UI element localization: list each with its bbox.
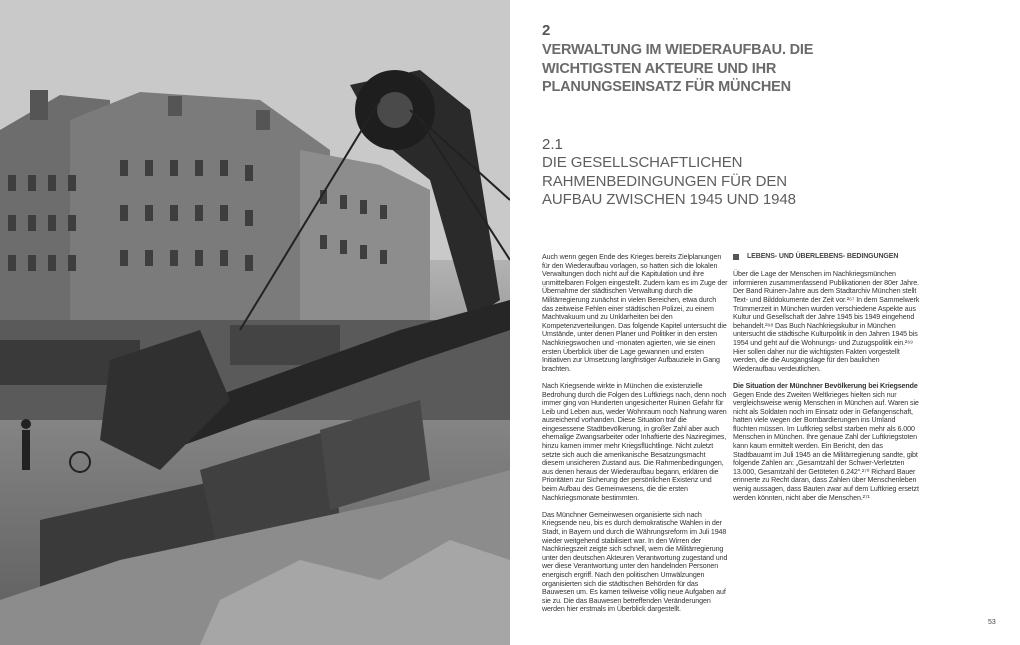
page-number: 53 [988, 619, 996, 626]
chapter-title: VERWALTUNG IM WIEDERAUFBAU. DIE WICHTIGSTEN AKTEURE UND IHR PLANUNGSEINSATZ FÜR MÜNCHEN [542, 42, 814, 95]
paragraph: Auch wenn gegen Ende des Krieges bereits Zielplanungen für den Wiederaufbau vorlagen, so hatten sich die lokalen Verwaltungen doch nicht auf die Kapitulation und ihre unmittelbaren Folgen eingestellt. Zudem kam es im Zuge der Übernahme der städtischen Verwaltung durch die Militärregierung zunächst in vielen Bereichen, etwa durch das zeitweise Fehlen einer städtischen Polizei, zu einem Machtvakuum und zu Unklarheiten bei den Kompetenzverteilungen. Das folgende Kapitel untersucht die Umstände, unter denen Planer und Politiker in den ersten Nachkriegswochen und -monaten agierten, wie sie einen ersten Überblick über die Lage gewannen und ersten Initiativen zur Umsetzung langfristiger Aufbauziele in Gang brachten. [542, 253, 728, 373]
text-page [510, 0, 1020, 645]
subhead-text: LEBENS- UND ÜBERLEBENS- BEDINGUNGEN [747, 253, 899, 260]
subhead [733, 253, 921, 262]
chapter-number: 2 [542, 22, 551, 39]
square-bullet-icon [733, 254, 739, 260]
right-text-column [733, 253, 921, 511]
paragraph: Gegen Ende des Zweiten Weltkrieges hielten sich nur vergleichsweise wenig Menschen in München auf. Waren sie nicht als Soldaten noch im Einsatz oder in Gefangenschaft, hatten viele wegen der Bombardierungen ins Umland flüchten müssen. Im Luftkrieg selbst starben mehr als 6.000 Menschen in München. Ihre genaue Zahl der Luftkriegstoten kann kaum ermittelt werden. Ein Bericht, den das Stadtbauamt im Juli 1945 an die Militärregierung sandte, gibt folgende Zahlen an: „Gesamtzahl der Schwer-Verletzten 13.000, Gesamtzahl der Getöteten 6.242“.²⁷⁰ Richard Bauer erinnerte zu Recht daran, dass Zahlen über Menschenleben wenig aussagen, dass Bauten zwar auf dem Luftkrieg ersetzt werden könnten, nicht aber die Menschen.²⁷¹ [733, 390, 919, 502]
section-number: 2.1 [542, 136, 563, 153]
subheading: Die Situation der Münchner Bevölkerung bei Kriegsende [733, 381, 918, 390]
paragraph: Über die Lage der Menschen im Nachkriegsmünchen informieren zusammenfassend Publikationen der 80er Jahre. Der Band Ruinen-Jahre aus dem Stadtarchiv München stellt Text- und Bilddokumente der Zeit vor.²⁶⁷ In dem Sammelwerk Trümmerzeit in München wurden verschiedene Aspekte aus Kultur und Gesellschaft der Jahre 1945 bis 1949 eingehend behandelt.²⁶⁸ Das Buch Nachkriegskultur in München untersucht die städtische Kulturpolitik in den Jahren 1945 bis 1954 und geht auf die Wohnungs- und Zuzugspolitik ein.²⁶⁹ Hier sollen daher nur die wichtigsten Fakten vorgestellt werden, die die Ausgangslage für den baulichen Wiederaufbau verdeutlichen. [733, 270, 920, 373]
left-text-column [542, 253, 728, 623]
section-title: DIE GESELLSCHAFTLICHEN RAHMENBEDINGUNGEN FÜR DEN AUFBAU ZWISCHEN 1945 UND 1948 [542, 154, 796, 208]
paragraph: Das Münchner Gemeinwesen organisierte sich nach Kriegsende neu, bis es durch demokratische Wahlen in der Stadt, in Bayern und durch die Währungsreform im Juli 1948 wieder weitgehend stabilisiert war. In den Wirren der Nachkriegszeit zeigte sich schnell, wem die Militärregierung unter den deutschen Akteuren Verantwortung zugestand und wer diese Verantwortung unter den handelnden Personen energisch ergriff. Nach den politischen Umwälzungen organisierten sich die städtischen Behörden für das Bauwesen um. Es kamen teilweise völlig neue Aufgaben auf sie zu. Die das Bauwesen betreffenden Veränderungen werden hier erstmals im Überblick dargestellt. [542, 510, 728, 614]
paragraph: Nach Kriegsende wirkte in München die existenzielle Bedrohung durch die Folgen des Luftkriegs nach, denn noch immer ging von Hunderten ungesicherter Ruinen Gefahr für Leib und Leben aus, weder Wohnraum noch Nahrung waren ausreichend vorhanden. Diese Situation traf die eingesessene Stadtbevölkerung, in großer Zahl aber auch ehemalige Zwangsarbeiter oder Inhaftierte des Naziregimes, hinzu kamen immer mehr Kriegsflüchtlinge. Nicht zuletzt setzte sich auch die amerikanische Besatzungsmacht diesem unsicheren Zustand aus. Die Rahmenbedingungen, aus denen heraus der Wiederaufbau begann, erklären die Prioritäten zur Sicherung der persönlichen Existenz und beim Aufbau des Gemeinwesens, die die ersten Nachkriegsmonate bestimmten. [542, 381, 727, 502]
